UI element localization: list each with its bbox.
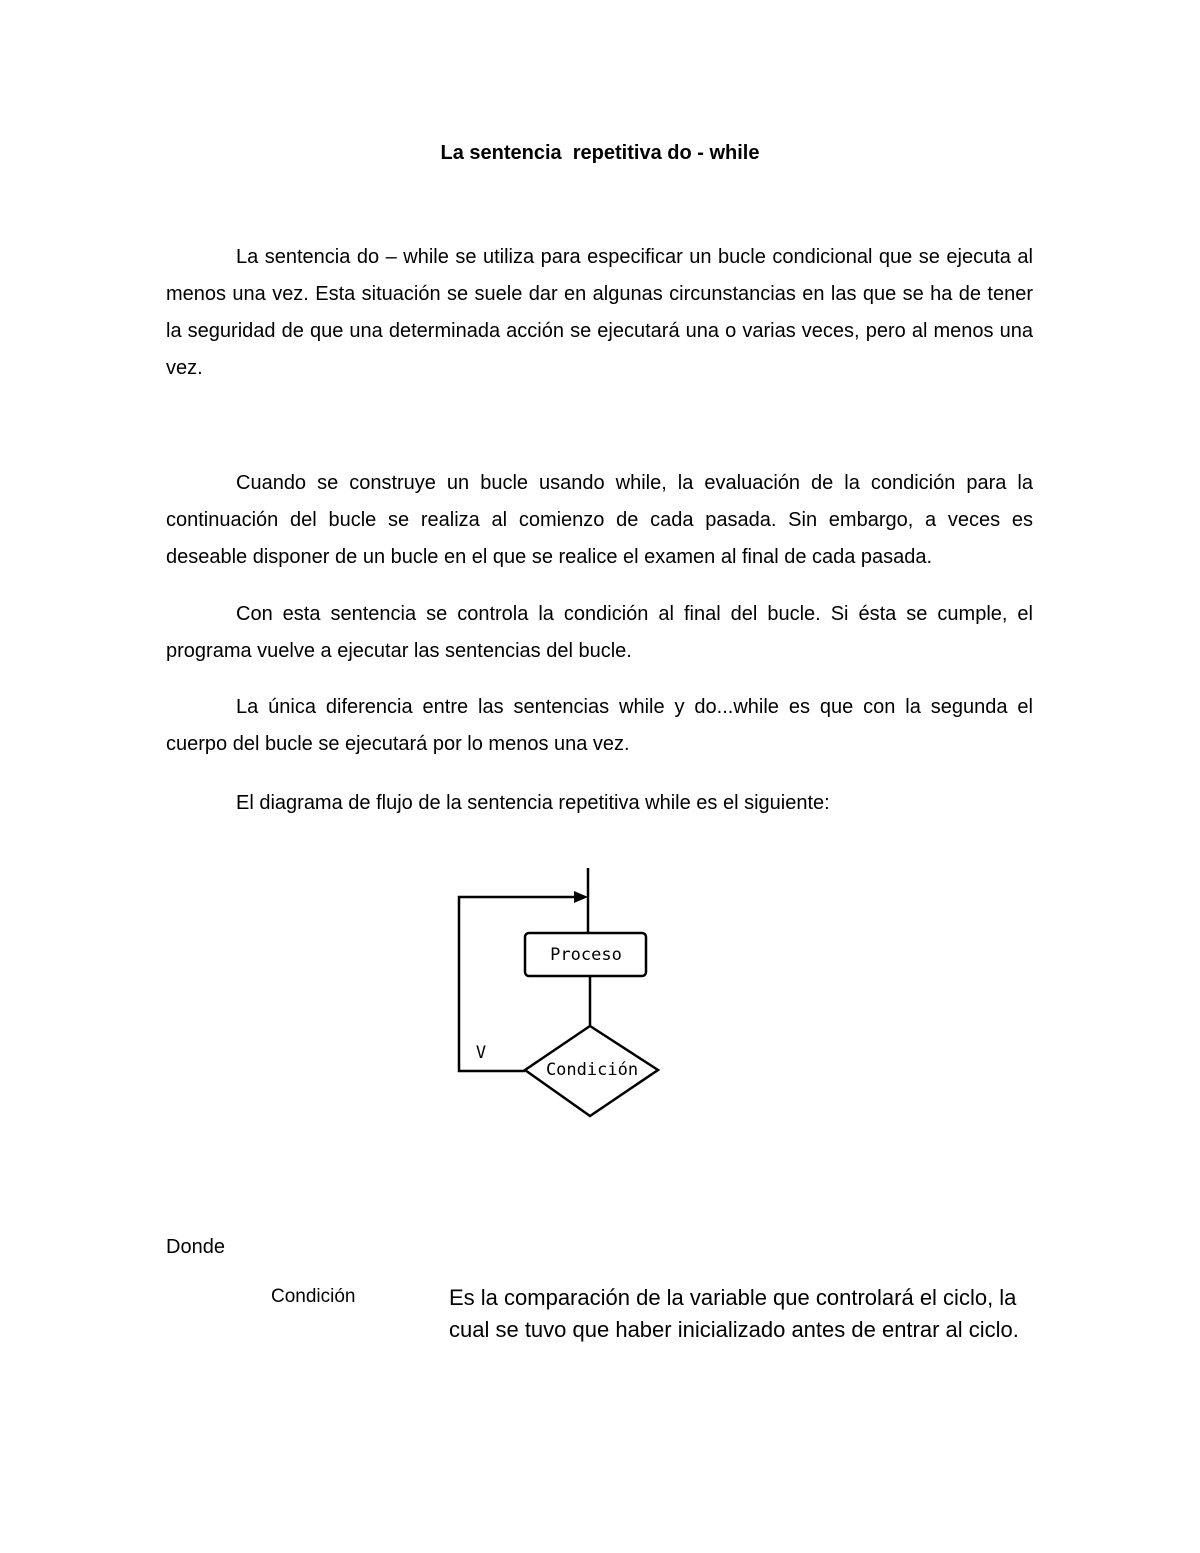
document-title: La sentencia repetitiva do - while: [440, 142, 760, 164]
flowchart-loop-arrowhead: [574, 891, 588, 903]
paragraph-difference: La única diferencia entre las sentencias while y do...while es que con la segunda el cuerpo del bucle se ejecutará por lo menos una vez.: [166, 696, 1033, 755]
paragraph-condition-control: Con esta sentencia se controla la condición al final del bucle. Si ésta se cumple, el programa vuelve a ejecutar las sentencias del bucle.: [166, 603, 1033, 662]
flowchart-process-label: Proceso: [550, 945, 622, 965]
glossary-term: Condición: [271, 1286, 356, 1307]
flowchart-true-label: V: [475, 1043, 487, 1063]
paragraph-diagram-intro: El diagrama de flujo de la sentencia repetitiva while es el siguiente:: [236, 792, 830, 814]
glossary-definition: Es la comparación de la variable que controlará el ciclo, la cual se tuvo que haber inicializado antes de entrar al ciclo.: [449, 1285, 1019, 1342]
glossary-heading: Donde: [166, 1236, 225, 1258]
paragraph-while-evaluation: Cuando se construye un bucle usando while, la evaluación de la condición para la continuación del bucle se realiza al comienzo de cada pasada. Sin embargo, a veces es deseable disponer de un bucle en el que se realice el examen al final de cada pasada.: [166, 472, 1033, 568]
flowchart-condition-label: Condición: [545, 1060, 639, 1080]
flowchart-diagram: [440, 860, 680, 1130]
paragraph-intro: La sentencia do – while se utiliza para especificar un bucle condicional que se ejecuta al menos una vez. Esta situación se suele dar en algunas circunstancias en las que se ha de tener la seguridad de que una determinada acción se ejecutará una o varias veces, pero al menos una vez.: [166, 246, 1033, 379]
